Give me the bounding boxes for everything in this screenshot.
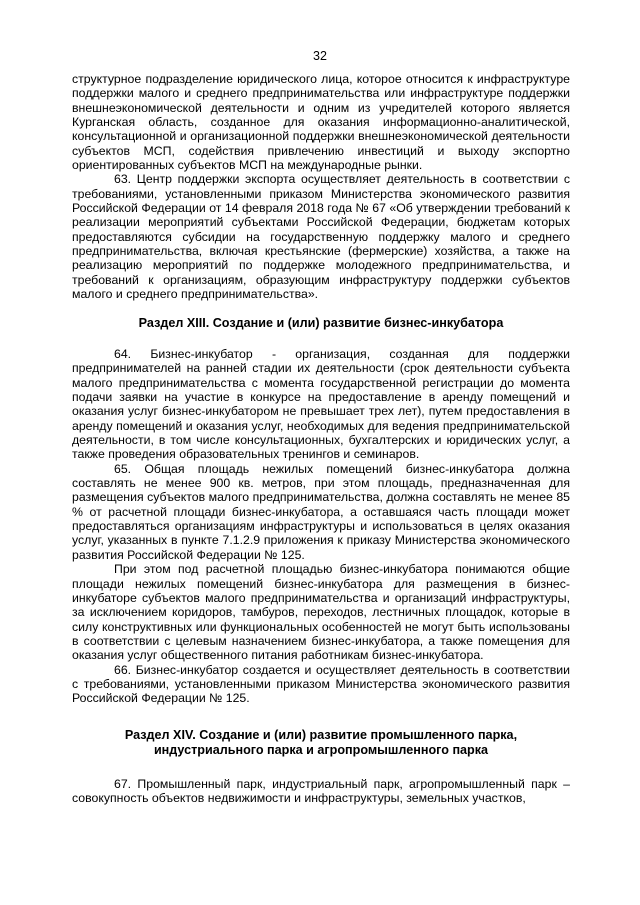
section-heading-xiii: Раздел XIII. Создание и (или) развитие бизнес-инкубатора <box>138 315 504 330</box>
section-heading-xiv-line2: индустриального парка и агропромышленного парка <box>153 743 489 758</box>
paragraph-continuation: структурное подразделение юридического лица, которое относится к инфраструктуре поддержки малого и среднего предпринимательства или инфраструктуре поддержки внешнеэкономической деятельности и одним из учредителей которого является Курганская область, созданное для оказания информационно-аналитической, консультационной и организационной поддержки внешнеэкономической деятельности субъектов МСП, содействия привлечению инвестиций и выходу экспортно ориентированных субъектов МСП на международные рынки. <box>72 72 570 173</box>
paragraph-63: 63. Центр поддержки экспорта осуществляет деятельность в соответствии с требованиями, установленными приказом Министерства экономического развития Российской Федерации от 14 февраля 2018 года № 67 «Об утверждении требований к реализации мероприятий субъектами Российской Федерации, бюджетам которых предоставляются субсидии на государственную поддержку малого и среднего предпринимательства, включая крестьянские (фермерские) хозяйства, а также на реализацию мероприятий по поддержке молодежного предпринимательства, и требований к организациям, образующим инфраструктуру поддержки субъектов малого и среднего предпринимательства». <box>72 172 570 302</box>
section-heading-xiv <box>72 728 570 759</box>
paragraph-65-continuation: При этом под расчетной площадью бизнес-инкубатора понимаются общие площади нежилых помещений бизнес-инкубатора для размещения в бизнес-инкубаторе субъектов малого предпринимательства и организаций инфраструктуры, за исключением коридоров, тамбуров, переходов, лестничных площадок, которые в силу конструктивных или функциональных особенностей не могут быть использованы в соответствии с целевым назначением бизнес-инкубатора, а также помещения для оказания услуг общественного питания работникам бизнес-инкубатора. <box>72 562 570 663</box>
section-heading-xiv-line1: Раздел XIV. Создание и (или) развитие промышленного парка, <box>124 727 518 742</box>
paragraph-65: 65. Общая площадь нежилых помещений бизнес-инкубатора должна составлять не менее 900 кв. метров, при этом площадь, предназначенная для размещения субъектов малого предпринимательства, должна составлять не менее 85 % от расчетной площади бизнес-инкубатора, а оставшаяся часть площади может предоставляться организациям инфраструктуры и использоваться в целях оказания услуг, указанных в пункте 7.1.2.9 приложения к приказу Министерства экономического развития Российской Федерации № 125. <box>72 461 570 562</box>
paragraph-64: 64. Бизнес-инкубатор - организация, созданная для поддержки предпринимателей на ранней стадии их деятельности (срок деятельности субъекта малого предпринимательства с момента государственной регистрации до момента подачи заявки на участие в конкурсе на предоставление в аренду помещений и оказания услуг бизнес-инкубатором не превышает трех лет), путем предоставления в аренду помещений и оказания услуг, необходимых для ведения предпринимательской деятельности, в том числе консультационных, бухгалтерских и юридических услуг, а также проведения образовательных тренингов и семинаров. <box>72 347 570 462</box>
document-body <box>72 72 570 805</box>
paragraph-67: 67. Промышленный парк, индустриальный парк, агропромышленный парк – совокупность объектов недвижимости и инфраструктуры, земельных участков, <box>72 776 570 805</box>
page-number: 32 <box>313 49 327 63</box>
paragraph-66: 66. Бизнес-инкубатор создается и осуществляет деятельность в соответствии с требованиями, установленными приказом Министерства экономического развития Российской Федерации № 125. <box>72 662 570 706</box>
